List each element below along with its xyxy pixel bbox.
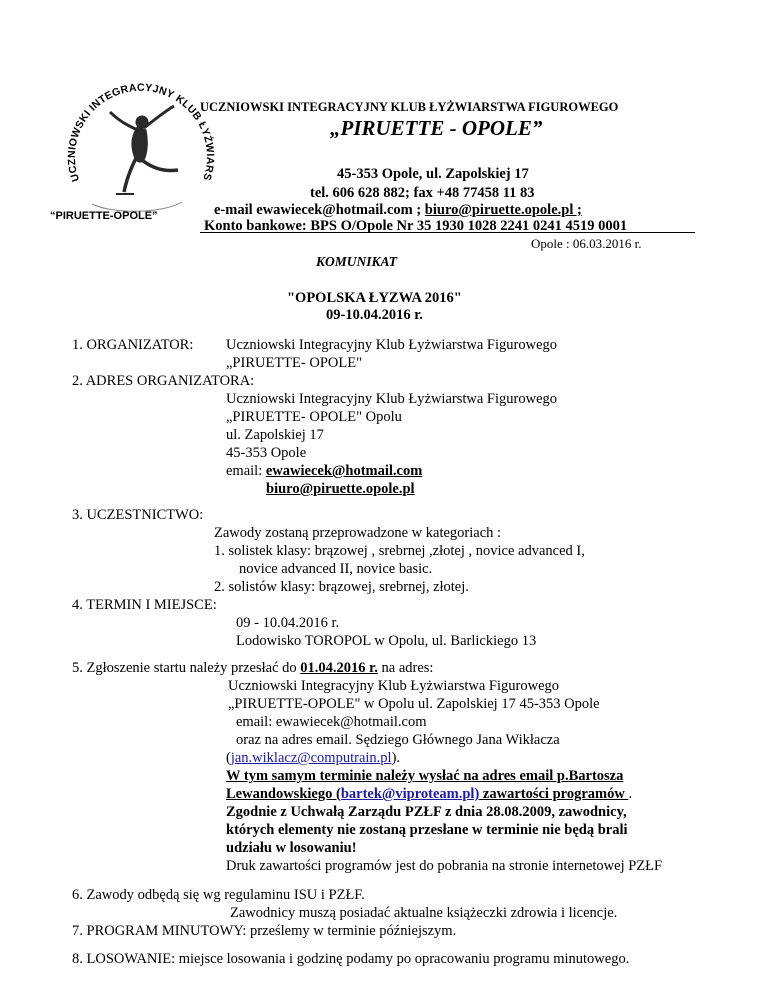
s5-bold1: W tym samym terminie należy wysłać na adres email p.Bartosza xyxy=(226,768,624,784)
s5-judge-email-row xyxy=(226,749,400,767)
s3-line1: Zawody zostaną przeprowadzone w kategoriach : xyxy=(214,525,502,541)
club-logo xyxy=(52,64,222,234)
s1-line2: „PIRUETTE- OPOLE" xyxy=(226,355,362,371)
s2-email-link-1[interactable]: ewawiecek@hotmail.com xyxy=(265,463,423,479)
s5-line4: oraz na adres email. Sędziego Głównego Jana Wikłacza xyxy=(236,732,560,748)
skater-logo-icon xyxy=(52,64,222,234)
s4-label: 4. TERMIN I MIEJSCE: xyxy=(72,597,217,613)
s5-suffix: na adres: xyxy=(377,660,434,676)
s2-label: 2. ADRES ORGANIZATORA: xyxy=(72,373,255,389)
s1-line1: Uczniowski Integracyjny Klub Łyżwiarstwa Figurowego xyxy=(226,337,558,353)
s6-line1: 6. Zawody odbędą się wg regulaminu ISU i PZŁF. xyxy=(72,887,365,903)
s2-line1: Uczniowski Integracyjny Klub Łyżwiarstwa Figurowego xyxy=(226,391,558,407)
s2-email-link-2[interactable]: biuro@piruette.opole.pl xyxy=(266,481,415,497)
s5-line3: email: ewawiecek@hotmail.com xyxy=(236,714,427,730)
s3-label: 3. UCZESTNICTWO: xyxy=(72,507,204,523)
s4-line1: 09 - 10.04.2016 r. xyxy=(236,615,340,631)
s5-line1: Uczniowski Integracyjny Klub Łyżwiarstwa Figurowego xyxy=(228,678,560,694)
s2-line3: ul. Zapolskiej 17 xyxy=(226,427,324,443)
s5-intro xyxy=(72,659,433,677)
s5-bold5: udziału w losowaniu! xyxy=(226,840,357,856)
komunikat-heading: KOMUNIKAT xyxy=(316,254,398,269)
s5-line2: „PIRUETTE-OPOLE" w Opolu ul. Zapolskiej 17 45-353 Opole xyxy=(228,696,600,712)
s2-line4: 45-353 Opole xyxy=(226,445,307,461)
header-address: 45-353 Opole, ul. Zapolskiej 17 xyxy=(337,166,529,182)
header-email-text: e-mail ewawiecek@hotmail.com ; xyxy=(214,202,425,218)
s5-deadline: 01.04.2016 r. xyxy=(300,660,378,676)
event-dates: 09-10.04.2016 r. xyxy=(326,307,423,323)
header-email xyxy=(214,202,582,219)
s2-line2: „PIRUETTE- OPOLE" Opolu xyxy=(226,409,402,425)
s4-line2: Lodowisko TOROPOL w Opolu, ul. Barlickiego 13 xyxy=(236,633,537,649)
header-phone: tel. 606 628 882; fax +48 77458 11 83 xyxy=(310,185,535,201)
s3-line4: 2. solistów klasy: brązowej, srebrnej, złotej. xyxy=(214,579,469,595)
s5-line5: Druk zawartości programów jest do pobrania na stronie internetowej PZŁF xyxy=(226,858,663,874)
header-email-link[interactable]: biuro@piruette.opole.pl ; xyxy=(424,202,582,218)
s5-paren-open: ( xyxy=(226,750,231,766)
s2-email-row xyxy=(226,462,422,480)
s5-paren-close: ). xyxy=(391,750,401,766)
s5-bold2-dot: . xyxy=(628,786,633,802)
s8-line1: 8. LOSOWANIE: miejsce losowania i godzinę podamy po opracowaniu programu minutowego. xyxy=(72,951,630,967)
date-line: Opole : 06.03.2016 r. xyxy=(531,236,642,251)
s1-label: 1. ORGANIZATOR: xyxy=(72,337,194,353)
s5-bold2-b: zawartości programów xyxy=(479,786,629,802)
s5-bold2-a: Lewandowskiego ( xyxy=(226,786,341,802)
s5-bold3: Zgodnie z Uchwałą Zarządu PZŁF z dnia 28.08.2009, zawodnicy, xyxy=(226,804,627,820)
s3-line2: 1. solistek klasy: brązowej , srebrnej ,złotej , novice advanced I, xyxy=(214,543,585,559)
s5-bold2 xyxy=(226,785,632,803)
s5-bartek-email-link[interactable]: bartek@viproteam.pl) xyxy=(340,786,480,802)
logo-ring-text: UCZNIOWSKI INTEGRACYJNY KLUB ŁYŻWIARS xyxy=(65,81,217,184)
s3-line3: novice advanced II, novice basic. xyxy=(239,561,433,577)
header-divider xyxy=(200,232,695,233)
s6-line2: Zawodnicy muszą posiadać aktualne książeczki zdrowia i licencje. xyxy=(230,905,618,921)
s5-prefix: 5. Zgłoszenie startu należy przesłać do xyxy=(72,660,301,676)
s5-bold4: których elementy nie zostaną przesłane w terminie nie będą brali xyxy=(226,822,628,838)
event-name: "OPOLSKA ŁYZWA 2016" xyxy=(287,290,462,306)
header-bank: Konto bankowe: BPS O/Opole Nr 35 1930 1028 2241 0241 4519 0001 xyxy=(204,218,628,234)
s7-line1: 7. PROGRAM MINUTOWY: prześlemy w terminie późniejszym. xyxy=(72,923,457,939)
org-name: UCZNIOWSKI INTEGRACYJNY KLUB ŁYŻWIARSTWA FIGUROWEGO xyxy=(200,100,619,114)
club-title: „PIRUETTE - OPOLE” xyxy=(330,116,543,140)
s2-email-label: email: xyxy=(226,463,266,479)
logo-caption: “PIRUETTE-OPOLE” xyxy=(50,210,158,222)
s5-judge-email-link[interactable]: jan.wiklacz@computrain.pl xyxy=(230,750,392,766)
